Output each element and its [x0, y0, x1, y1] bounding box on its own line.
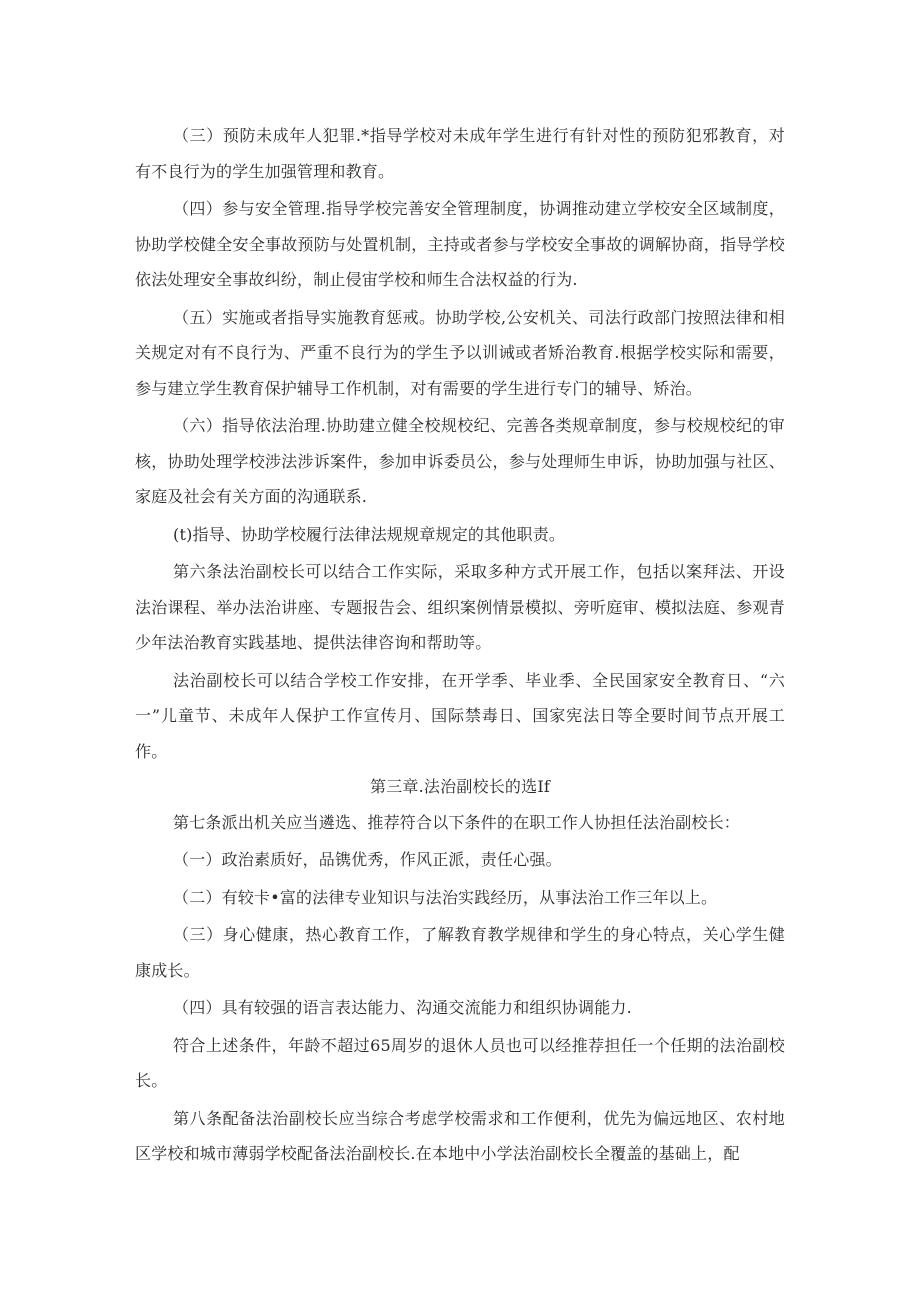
paragraph-retired-personnel: 符合上述条件，年龄不超过65周岁的退休人员也可以经推荐担任一个任期的法治副校长。 [135, 1035, 785, 1090]
paragraph-legal-governance: （六）指导依法治理.协助建立健全校规校纪、完善各类规章制度，参与校规校纪的审核，协助处理学校涉法涉诉案件，参加申诉委员公，参与处理师生申诉，协助加强与社区、家庭及社会有关方面的沟通联系. [135, 416, 785, 506]
paragraph-work-timing: 法治副校长可以结合学校工作安排，在开学季、毕业季、全民国家安全教育日、“六一”儿童节、未成年人保护工作宣传月、国际禁毒日、国家宪法日等全要时间节点开展工作。 [135, 670, 785, 761]
paragraph-condition-political: （一）政治素质好，品镌优秀，作风正派，责任心强。 [173, 850, 562, 869]
paragraph-education-discipline: （五）实施或者指导实施教育惩戒。协助学校,公安机关、司法行政部门按照法律和相关规定对有不良行为、严重不良行为的学生予以训诫或者矫治教育.根据学校实际和需要，参与建立学生教育保护辅导工作机制，对有需要的学生进行专门的辅导、矫治。 [135, 307, 785, 398]
paragraph-article-7: 第七条派出机关应当遴选、推荐符合以下条件的在职工作人协担任法治副校长： [173, 812, 741, 832]
paragraph-condition-legal-knowledge: （二）有较卡•富的法律专业知识与法治实践经历，从事法治工作三年以上。 [173, 887, 718, 907]
document-body [135, 118, 785, 1172]
chapter-heading: 第三章.法治副校长的选If [370, 777, 550, 796]
paragraph-other-duties: (t)指导、协助学校履行法律法规规章规定的其他职责。 [173, 524, 566, 544]
paragraph-article-6: 第六条法治副校长可以结合工作实际，采取多种方式开展工作，包括以案拜法、开设法治课程、举办法治讲座、专题报告会、组织案例情景模拟、旁听庭审、模拟法庭、参观青少年法治教育实践基地、提供法律咨询和帮助等。 [135, 562, 785, 652]
paragraph-article-8: 第八条配备法治副校长应当综合考虑学校需求和工作便利，优先为偏远地区、农村地区学校和城市薄弱学校配备法治副校长.在本地中小学法治副校长全覆盖的基础上，配 [135, 1108, 785, 1163]
paragraph-prevent-juvenile-crime: （三）预防未成年人犯罪.*指导学校对未成年学生进行有针对性的预防犯邪教育，对有不良行为的学生加强管理和教育。 [135, 126, 785, 181]
paragraph-condition-health: （三）身心健康，热心教育工作，了解教育教学规律和学生的身心特点，关心学生健康成长。 [135, 925, 785, 980]
paragraph-safety-management: （四）参与安全管理.指导学校完善安全管理制度，协调推动建立学校安全区域制度，协助学校健全安全事故预防与处置机制，主持或者参与学校安全事故的调解协商，指导学校依法处理安全事故纠纷，制止侵宙学校和师生合法权益的行为. [135, 199, 785, 289]
paragraph-condition-communication: （四）具有较强的语言表达能力、沟通交流能力和组织协调能力. [173, 998, 632, 1017]
